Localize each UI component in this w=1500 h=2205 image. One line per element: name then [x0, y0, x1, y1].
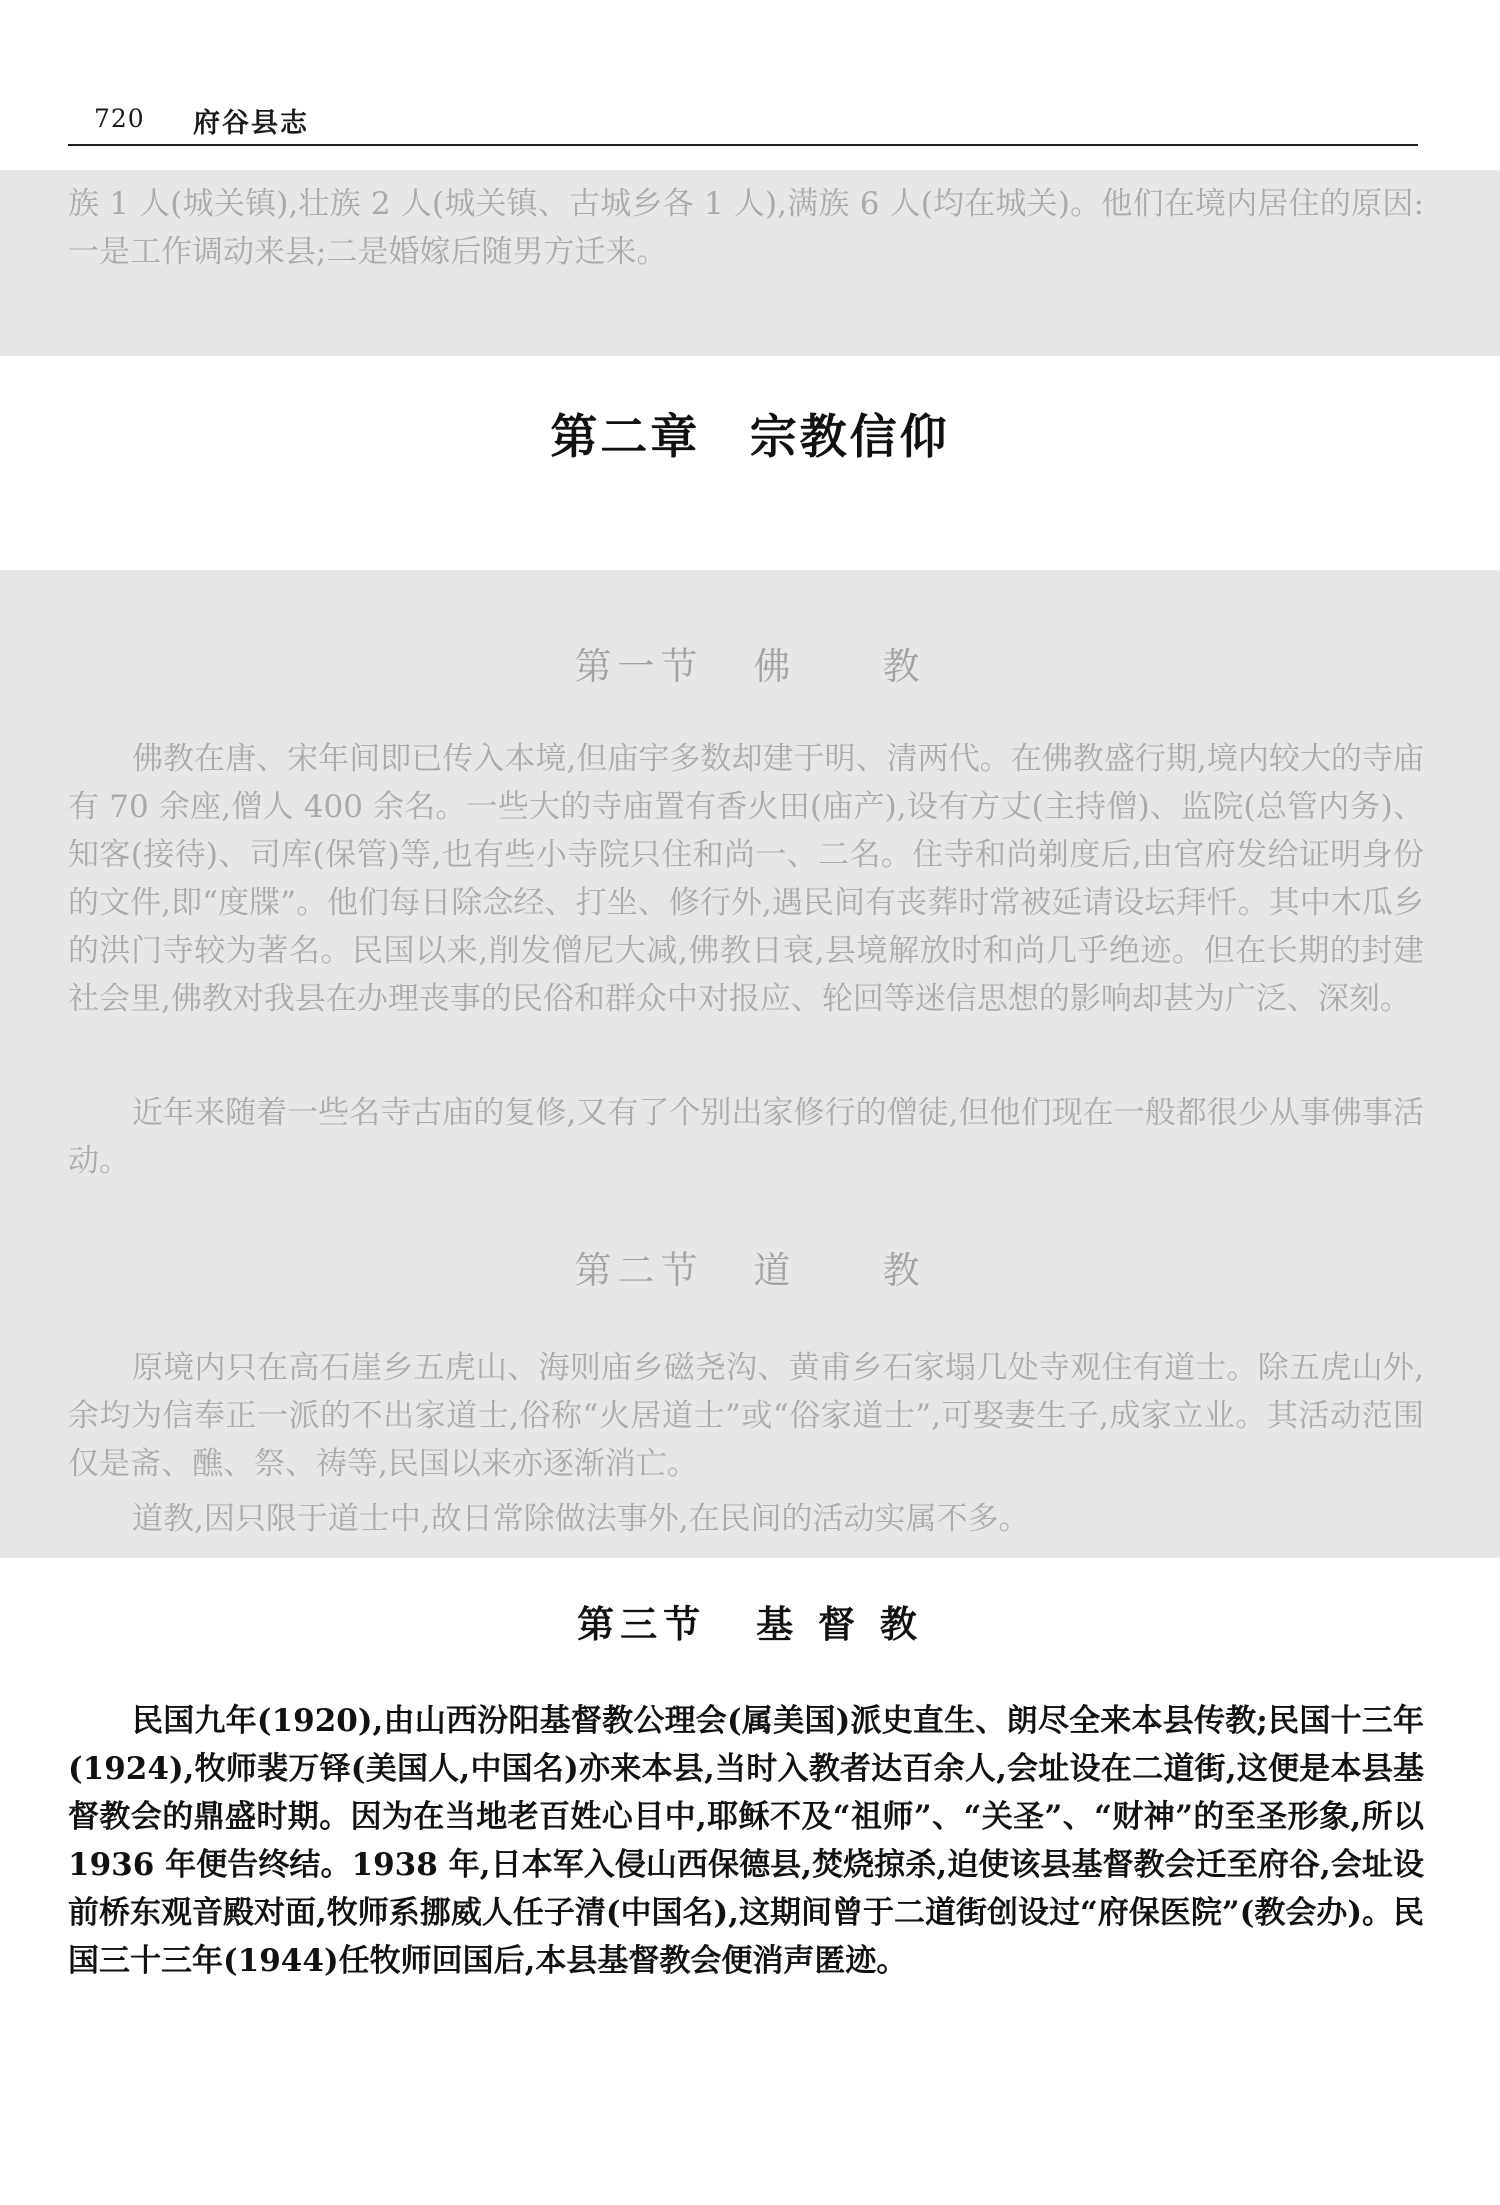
section3-paragraph-1: 民国九年(1920),由山西汾阳基督教公理会(属美国)派史直生、朗尽全来本县传教;民国十三年(1924),牧师裴万铎(美国人,中国名)亦来本县,当时入教者达百余人,会址设在二道街,这便是本县基督教会的鼎盛时期。因为在当地老百姓心目中,耶稣不及“祖师”、“关圣”、“财神”的至圣形象,所以 1936 年便告终结。1938 年,日本军入侵山西保德县,焚烧掠杀,迫使该县基督教会迁至府谷,会址设前桥东观音殿对面,牧师系挪威人任子清(中国名),这期间曾于二道街创设过“府保医院”(教会办)。民国三十三年(1944)任牧师回国后,本县基督教会便消声匿迹。	[68, 1703, 1424, 1979]
section2-label: 第二节	[574, 1249, 704, 1292]
book-title: 府谷县志	[193, 108, 309, 139]
section1-heading	[0, 636, 1500, 690]
running-header	[68, 98, 1418, 146]
section3-label: 第三节	[577, 1602, 707, 1646]
section2-paragraph-2: 道教,因只限于道士中,故日常除做法事外,在民间的活动实属不多。	[132, 1501, 1030, 1537]
chapter-label: 第二章	[550, 410, 701, 465]
section2-paragraph-1: 原境内只在高石崖乡五虎山、海则庙乡磁尧沟、黄甫乡石家塌几处寺观住有道士。除五虎山外,余均为信奉正一派的不出家道士,俗称“火居道士”或“俗家道士”,可娶妻生子,成家立业。其活动范围仅是斋、醮、祭、祷等,民国以来亦逐渐消亡。	[68, 1350, 1424, 1482]
section1-label: 第一节	[574, 645, 704, 688]
section3-title: 基 督 教	[756, 1602, 923, 1646]
section2-title: 道 教	[753, 1249, 926, 1292]
section2-heading	[0, 1240, 1500, 1294]
intro-paragraph: 族 1 人(城关镇),壮族 2 人(城关镇、古城乡各 1 人),满族 6 人(均在城关)。他们在境内居住的原因:一是工作调动来县;二是婚嫁后随男方迁来。	[68, 186, 1424, 270]
page-number: 720	[94, 104, 145, 133]
chapter-title: 宗教信仰	[749, 410, 950, 465]
section1-title: 佛 教	[753, 645, 926, 688]
section3-heading	[0, 1594, 1500, 1648]
section1-paragraph-2: 近年来随着一些名寺古庙的复修,又有了个别出家修行的僧徒,但他们现在一般都很少从事佛事活动。	[68, 1095, 1424, 1179]
chapter-heading	[0, 400, 1500, 467]
section1-paragraph-1: 佛教在唐、宋年间即已传入本境,但庙宇多数却建于明、清两代。在佛教盛行期,境内较大的寺庙有 70 余座,僧人 400 余名。一些大的寺庙置有香火田(庙产),设有方丈(主持僧)、监院(总管内务)、知客(接待)、司库(保管)等,也有些小寺院只住和尚一、二名。住寺和尚剃度后,由官府发给证明身份的文件,即“度牒”。他们每日除念经、打坐、修行外,遇民间有丧葬时常被延请设坛拜忏。其中木瓜乡的洪门寺较为著名。民国以来,削发僧尼大减,佛教日衰,县境解放时和尚几乎绝迹。但在长期的封建社会里,佛教对我县在办理丧事的民俗和群众中对报应、轮回等迷信思想的影响却甚为广泛、深刻。	[68, 741, 1424, 1017]
